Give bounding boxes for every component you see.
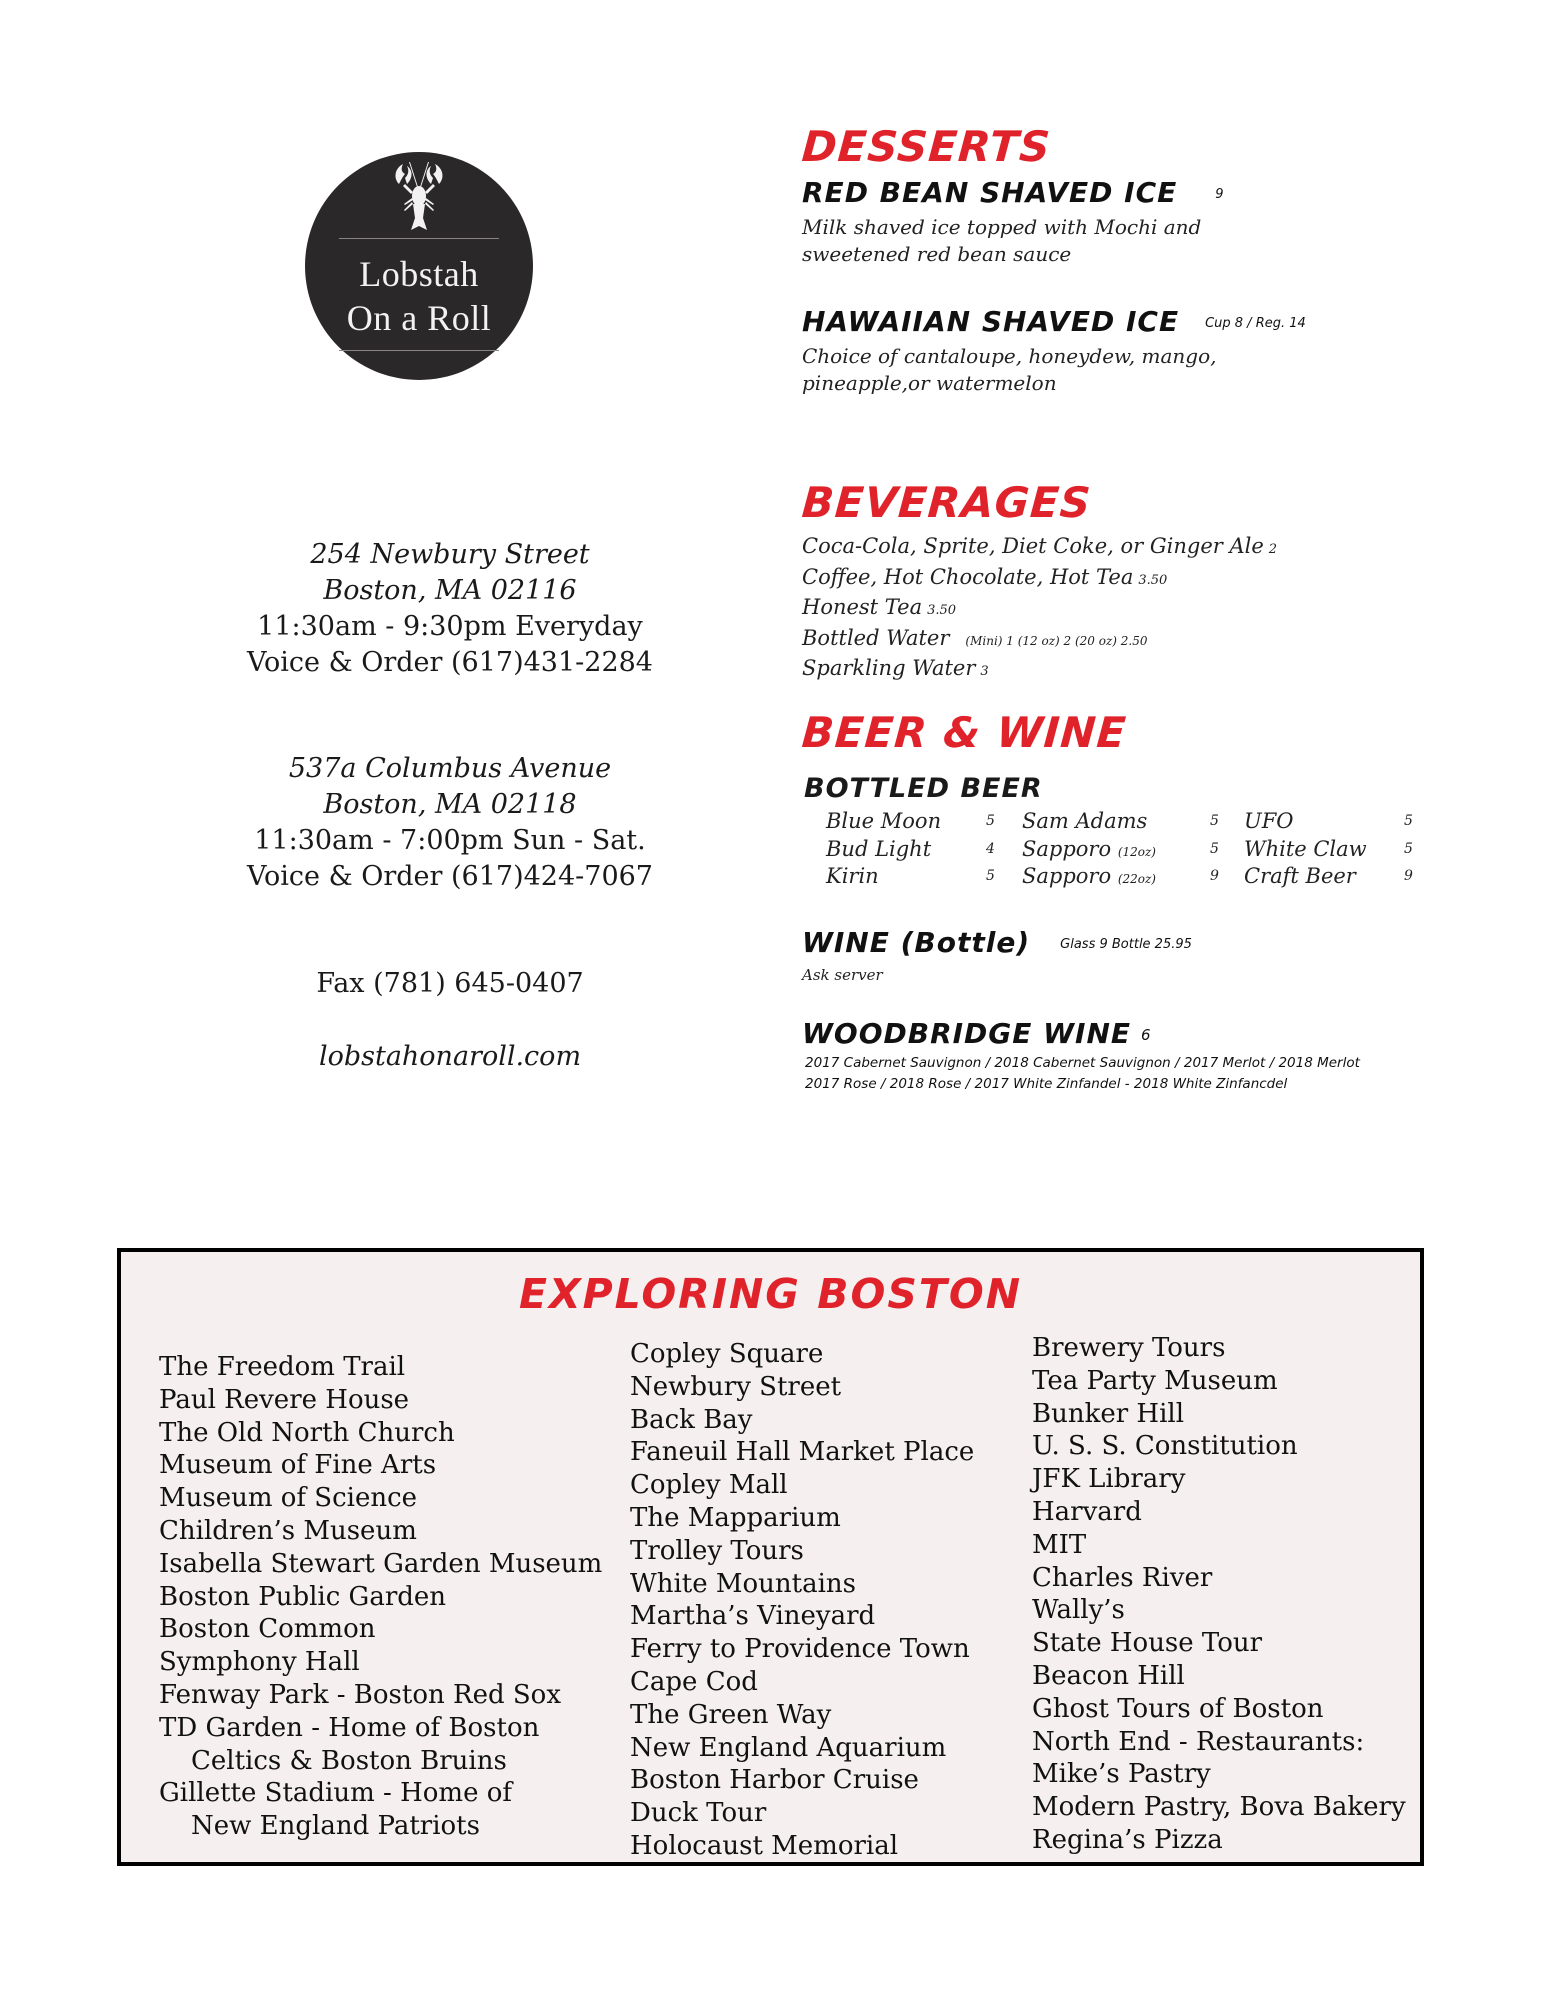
logo-name-line2: On a Roll (346, 298, 492, 338)
attraction-item: Back Bay (630, 1404, 753, 1435)
dessert-description (802, 343, 1216, 397)
woodbridge-varieties (805, 1053, 1360, 1095)
location-phone: Voice & Order (617)431-2284 (247, 647, 653, 678)
beer-price: 5 (1210, 840, 1219, 857)
beer-size: (12oz) (1117, 844, 1156, 859)
beverage-line (802, 564, 1277, 595)
location-phone: Voice & Order (617)424-7067 (247, 861, 653, 892)
bottled-beer-heading: BOTTLED BEER (804, 773, 1043, 804)
attraction-item: Wally’s (1032, 1595, 1125, 1626)
attraction-item: Fenway Park - Boston Red Sox (159, 1679, 561, 1710)
woodbridge-item (802, 1017, 1151, 1050)
beer-price: 9 (1404, 868, 1413, 884)
location-newbury (170, 537, 730, 681)
attraction-item: Boston Common (159, 1614, 376, 1645)
location-street: 537a Columbus Avenue (288, 753, 612, 784)
attraction-item: Newbury Street (630, 1371, 842, 1402)
beer-wine-heading: BEER & WINE (800, 708, 1129, 757)
attraction-item: Duck Tour (630, 1798, 767, 1829)
attraction-item: Celtics & Boston Bruins (191, 1745, 507, 1776)
beer-price: 5 (986, 813, 995, 829)
beverage-price: (Mini) 1 (12 oz) 2 (20 oz) 2.50 (965, 633, 1148, 648)
location-hours: 11:30am - 9:30pm Everyday (257, 611, 643, 642)
logo-name-line1: Lobstah (359, 254, 479, 294)
wine-prices: Glass 9 Bottle 25.95 (1060, 936, 1192, 952)
beverage-price: 2 (1268, 542, 1278, 557)
attraction-item: TD Garden - Home of Boston (159, 1712, 540, 1743)
beverage-line (802, 655, 1277, 686)
beer-price: 4 (986, 840, 995, 857)
desserts-heading: DESSERTS (800, 122, 1053, 171)
beer-name-text: Sapporo (1022, 864, 1112, 888)
beer-price: 5 (1210, 813, 1219, 829)
beverages-list (802, 533, 1277, 686)
beverage-name: Sparkling Water (802, 656, 976, 680)
beer-price: 5 (986, 868, 995, 884)
exploring-boston-heading: EXPLORING BOSTON (518, 1270, 1023, 1318)
fax-number: Fax (781) 645-0407 (316, 968, 584, 999)
beverage-name: Bottled Water (802, 625, 950, 650)
dessert-item-name (802, 305, 1306, 338)
attraction-item: Paul Revere House (159, 1384, 410, 1415)
beverages-heading: BEVERAGES (800, 478, 1093, 527)
logo-badge (305, 152, 533, 380)
attraction-item: Beacon Hill (1032, 1660, 1185, 1691)
beverage-price: 3.50 (1138, 572, 1168, 588)
attractions-column-1 (159, 1351, 602, 1843)
dessert-name: HAWAIIAN SHAVED ICE (802, 305, 1180, 338)
beer-price: 5 (1404, 813, 1413, 829)
logo-divider-top (339, 238, 499, 239)
attraction-item: Gillette Stadium - Home of (159, 1778, 512, 1809)
attraction-item: Bunker Hill (1032, 1398, 1185, 1429)
attraction-item: The Green Way (630, 1699, 832, 1730)
attraction-item: Boston Public Garden (159, 1581, 447, 1612)
dessert-name: RED BEAN SHAVED ICE (802, 176, 1178, 209)
attraction-item: The Old North Church (159, 1417, 455, 1448)
attraction-item: Brewery Tours (1032, 1333, 1226, 1363)
location-street: 254 Newbury Street (310, 539, 590, 570)
attraction-item: MIT (1032, 1529, 1087, 1560)
beer-name: Craft Beer (1244, 864, 1356, 888)
beer-price: 9 (1210, 868, 1219, 884)
beverage-name: Honest Tea (802, 595, 923, 619)
attraction-item: North End - Restaurants: (1032, 1726, 1365, 1757)
attractions-column-3 (1032, 1332, 1406, 1857)
beverage-name: Coffee, Hot Chocolate, Hot Tea (802, 564, 1134, 589)
attraction-item: U. S. S. Constitution (1032, 1431, 1298, 1462)
attraction-item: Ferry to Providence Town (630, 1634, 970, 1665)
attraction-item: Symphony Hall (159, 1647, 360, 1678)
attraction-item: Isabella Stewart Garden Museum (159, 1548, 603, 1579)
beer-name: Blue Moon (826, 809, 942, 833)
beer-name (1022, 836, 1156, 867)
beer-name: Sam Adams (1022, 809, 1148, 833)
attraction-item: Mike’s Pastry (1032, 1759, 1211, 1790)
beer-name: Kirin (826, 864, 879, 888)
location-hours: 11:30am - 7:00pm Sun - Sat. (254, 825, 646, 856)
attraction-item: Copley Square (630, 1339, 824, 1369)
beer-size: (22oz) (1117, 872, 1156, 886)
attraction-item: Boston Harbor Cruise (630, 1765, 919, 1796)
dessert-desc-line: sweetened red bean sauce (802, 242, 1072, 266)
attractions-column-2 (630, 1338, 974, 1863)
location-columbus (170, 751, 730, 895)
attraction-item: The Freedom Trail (159, 1352, 406, 1382)
dessert-desc-line: Choice of cantaloupe, honeydew, mango, (802, 344, 1217, 368)
attraction-item: Harvard (1032, 1496, 1142, 1527)
attraction-item: Regina’s Pizza (1032, 1824, 1223, 1855)
attraction-item: Ghost Tours of Boston (1032, 1693, 1324, 1724)
location-city: Boston, MA 02118 (323, 789, 577, 820)
attraction-item: Museum of Fine Arts (159, 1450, 437, 1481)
logo-divider-bottom (339, 350, 499, 351)
attraction-item: The Mapparium (630, 1502, 841, 1533)
attraction-item: Faneuil Hall Market Place (630, 1437, 975, 1468)
beer-name-text: Sapporo (1022, 836, 1112, 861)
beer-name (1022, 863, 1156, 894)
lobster-icon (389, 160, 449, 238)
beverage-price: 3.50 (927, 603, 957, 618)
beverage-line (802, 594, 1277, 625)
woodbridge-line: 2017 Cabernet Sauvignon / 2018 Cabernet Sauvignon / 2017 Merlot / 2018 Merlot (805, 1055, 1360, 1071)
attraction-item: Children’s Museum (159, 1515, 417, 1546)
dessert-price: Cup 8 / Reg. 14 (1205, 315, 1306, 331)
attraction-item: Holocaust Memorial (630, 1830, 899, 1861)
attraction-item: Martha’s Vineyard (630, 1601, 876, 1632)
attraction-item: White Mountains (630, 1568, 857, 1599)
woodbridge-price: 6 (1141, 1026, 1151, 1044)
beverage-line (802, 533, 1277, 564)
attraction-item: State House Tour (1032, 1628, 1263, 1659)
attraction-item: Copley Mall (630, 1470, 788, 1501)
wine-title: WINE (Bottle) (802, 926, 1031, 959)
attraction-item: New England Aquarium (630, 1732, 947, 1763)
beverage-line (802, 625, 1277, 656)
dessert-desc-line: pineapple,or watermelon (802, 371, 1057, 395)
beer-name: UFO (1244, 809, 1294, 833)
attraction-item: Museum of Science (159, 1483, 418, 1514)
beverage-price: 3 (980, 664, 989, 679)
attraction-item: Modern Pastry, Bova Bakery (1032, 1792, 1406, 1823)
attraction-item: Tea Party Museum (1032, 1365, 1278, 1396)
attraction-item: Cape Cod (630, 1666, 758, 1697)
woodbridge-title: WOODBRIDGE WINE (802, 1017, 1132, 1050)
attraction-item: JFK Library (1032, 1464, 1186, 1495)
wine-note: Ask server (802, 966, 883, 984)
location-city: Boston, MA 02116 (323, 575, 577, 606)
attraction-item: Charles River (1032, 1562, 1213, 1593)
dessert-price: 9 (1215, 186, 1224, 202)
dessert-description (802, 214, 1201, 268)
wine-bottle-item (802, 926, 1192, 959)
woodbridge-line: 2017 Rose / 2018 Rose / 2017 White Zinfandel - 2018 White Zinfancdel (805, 1076, 1288, 1092)
dessert-desc-line: Milk shaved ice topped with Mochi and (802, 215, 1202, 239)
dessert-item-name (802, 176, 1224, 209)
beer-name: Bud Light (826, 836, 932, 861)
beverage-name: Coca-Cola, Sprite, Diet Coke, or Ginger Ale (802, 534, 1264, 558)
attraction-item: Trolley Tours (630, 1535, 804, 1566)
beer-name: White Claw (1244, 836, 1367, 861)
exploring-boston-box (117, 1248, 1424, 1866)
website-link[interactable]: lobstahonaroll.com (318, 1041, 582, 1072)
attraction-item: New England Patriots (191, 1811, 480, 1842)
beer-price: 5 (1404, 840, 1413, 857)
